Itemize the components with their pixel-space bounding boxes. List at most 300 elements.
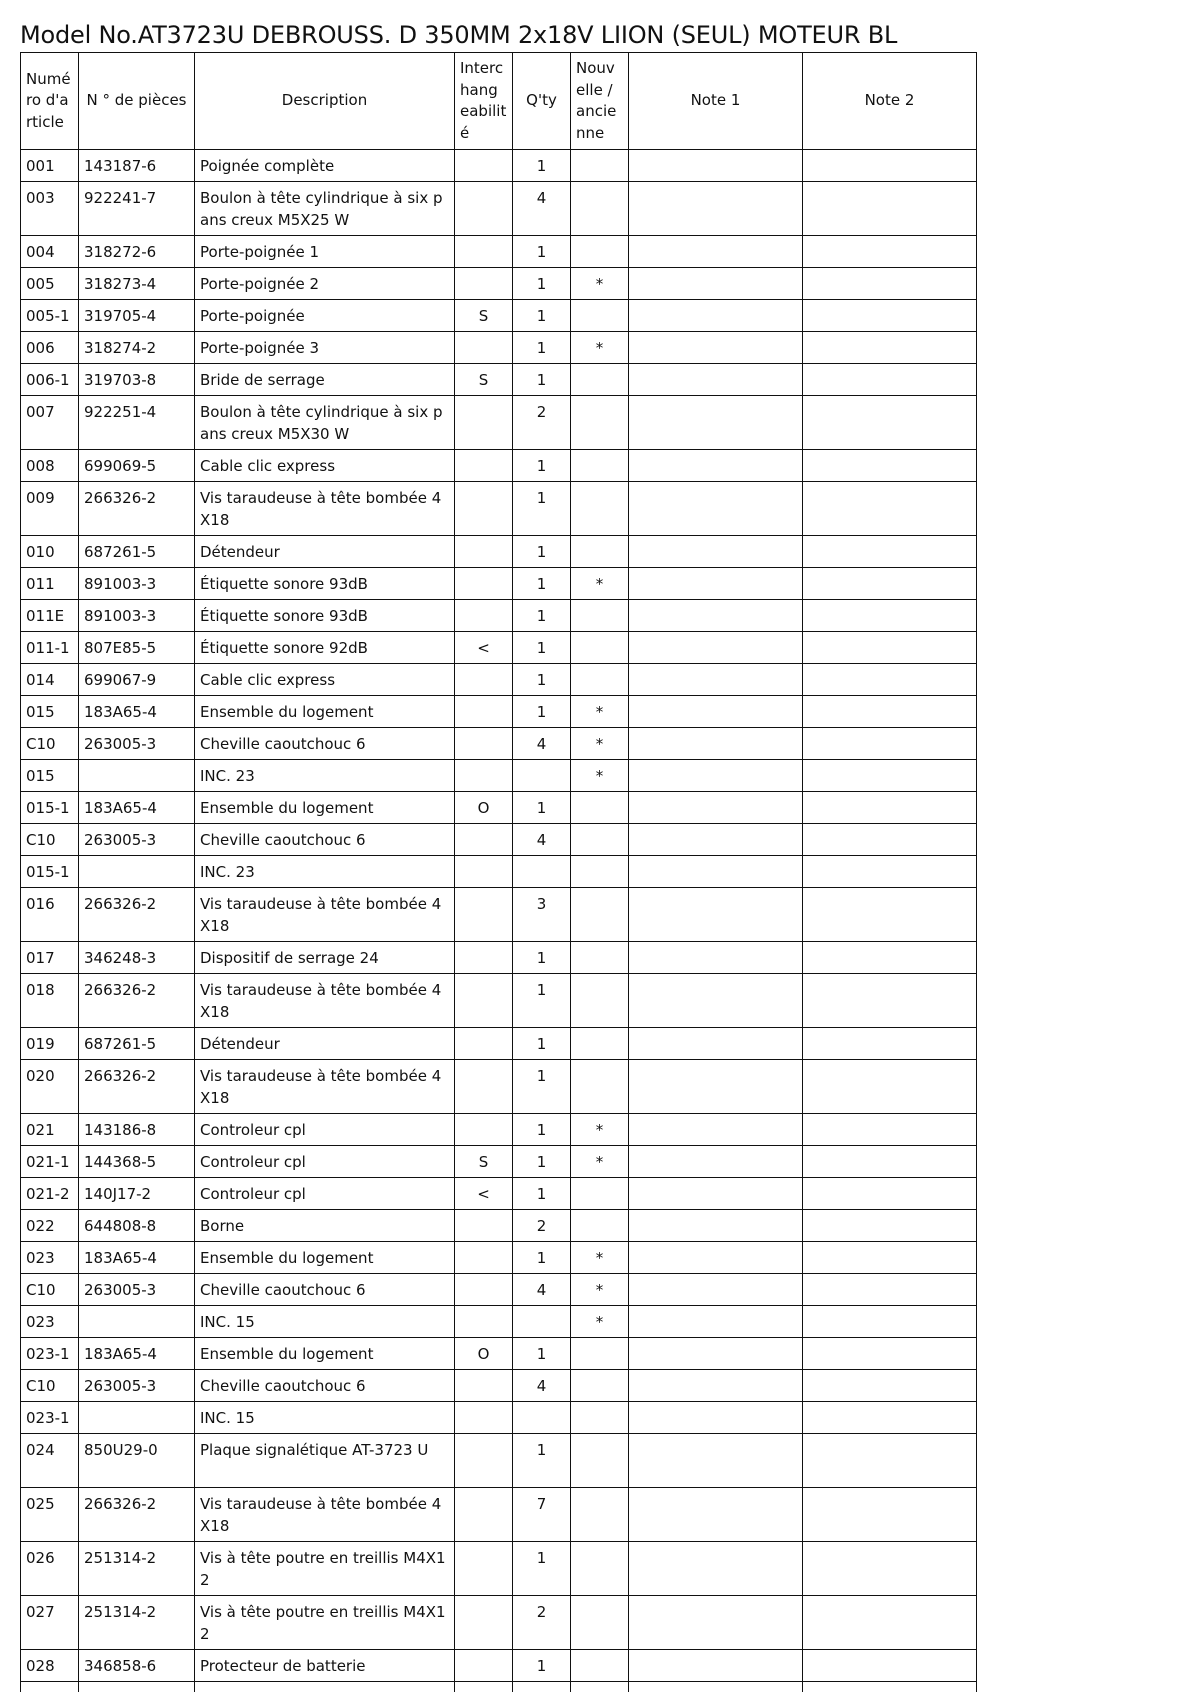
cell-note-2 bbox=[803, 1114, 977, 1146]
cell-note-1 bbox=[629, 1650, 803, 1682]
cell-description: Porte-poignée bbox=[195, 300, 455, 332]
cell-qty: 3 bbox=[513, 888, 571, 942]
cell-qty: 4 bbox=[513, 728, 571, 760]
cell-interchangeability bbox=[455, 824, 513, 856]
cell-item-no: 011E bbox=[21, 600, 79, 632]
cell-description: Détendeur bbox=[195, 536, 455, 568]
cell-description: Controleur cpl bbox=[195, 1178, 455, 1210]
cell-description: Vis taraudeuse à tête bombée 4X18 bbox=[195, 482, 455, 536]
cell-part-no: 318273-4 bbox=[79, 268, 195, 300]
cell-note-2 bbox=[803, 1028, 977, 1060]
table-row bbox=[21, 792, 977, 824]
cell-note-1 bbox=[629, 728, 803, 760]
table-row bbox=[21, 1650, 977, 1682]
cell-note-2 bbox=[803, 728, 977, 760]
cell-interchangeability bbox=[455, 974, 513, 1028]
cell-continued bbox=[803, 1682, 977, 1692]
cell-new-old bbox=[571, 664, 629, 696]
cell-item-no: 015-1 bbox=[21, 792, 79, 824]
cell-new-old bbox=[571, 1434, 629, 1488]
table-row bbox=[21, 236, 977, 268]
cell-qty: 1 bbox=[513, 664, 571, 696]
cell-note-1 bbox=[629, 300, 803, 332]
cell-new-old bbox=[571, 1402, 629, 1434]
header-part-no: N ° de pièces bbox=[79, 53, 195, 150]
cell-note-2 bbox=[803, 1650, 977, 1682]
cell-item-no: 010 bbox=[21, 536, 79, 568]
page-title: Model No.AT3723U DEBROUSS. D 350MM 2x18V LIION (SEUL) MOTEUR BL bbox=[20, 20, 897, 50]
cell-note-2 bbox=[803, 1488, 977, 1542]
cell-description: Ensemble du logement bbox=[195, 696, 455, 728]
table-row bbox=[21, 600, 977, 632]
cell-qty: 1 bbox=[513, 1434, 571, 1488]
cell-item-no: 021-2 bbox=[21, 1178, 79, 1210]
cell-part-no: 183A65-4 bbox=[79, 1242, 195, 1274]
table-row bbox=[21, 332, 977, 364]
table-row bbox=[21, 182, 977, 236]
cell-description: Vis à tête poutre en treillis M4X12 bbox=[195, 1596, 455, 1650]
cell-note-1 bbox=[629, 1274, 803, 1306]
cell-part-no bbox=[79, 1306, 195, 1338]
cell-note-1 bbox=[629, 396, 803, 450]
cell-interchangeability bbox=[455, 696, 513, 728]
cell-description: Boulon à tête cylindrique à six pans creux M5X25 W bbox=[195, 182, 455, 236]
cell-interchangeability bbox=[455, 1210, 513, 1242]
cell-qty: 1 bbox=[513, 568, 571, 600]
header-description: Description bbox=[195, 53, 455, 150]
cell-note-2 bbox=[803, 1210, 977, 1242]
cell-new-old: * bbox=[571, 728, 629, 760]
cell-item-no: C10 bbox=[21, 1274, 79, 1306]
table-row bbox=[21, 364, 977, 396]
header-note-1: Note 1 bbox=[629, 53, 803, 150]
table-row bbox=[21, 1146, 977, 1178]
cell-description: Cheville caoutchouc 6 bbox=[195, 728, 455, 760]
cell-description: Plaque signalétique AT-3723 U bbox=[195, 1434, 455, 1488]
cell-new-old bbox=[571, 450, 629, 482]
cell-new-old: * bbox=[571, 1242, 629, 1274]
cell-note-1 bbox=[629, 888, 803, 942]
cell-note-1 bbox=[629, 1596, 803, 1650]
cell-interchangeability: < bbox=[455, 632, 513, 664]
table-row-continued bbox=[21, 1682, 977, 1692]
cell-description: Borne bbox=[195, 1210, 455, 1242]
cell-continued bbox=[629, 1682, 803, 1692]
cell-note-1 bbox=[629, 1210, 803, 1242]
cell-note-1 bbox=[629, 1306, 803, 1338]
cell-new-old: * bbox=[571, 332, 629, 364]
cell-note-2 bbox=[803, 150, 977, 182]
cell-note-2 bbox=[803, 1146, 977, 1178]
cell-new-old bbox=[571, 792, 629, 824]
cell-item-no: 005-1 bbox=[21, 300, 79, 332]
cell-note-2 bbox=[803, 1402, 977, 1434]
cell-note-1 bbox=[629, 974, 803, 1028]
cell-interchangeability bbox=[455, 664, 513, 696]
table-row bbox=[21, 482, 977, 536]
table-row bbox=[21, 1434, 977, 1488]
cell-part-no: 319705-4 bbox=[79, 300, 195, 332]
cell-part-no: 263005-3 bbox=[79, 1370, 195, 1402]
cell-qty: 1 bbox=[513, 364, 571, 396]
cell-note-2 bbox=[803, 268, 977, 300]
cell-description: Étiquette sonore 93dB bbox=[195, 568, 455, 600]
cell-part-no bbox=[79, 760, 195, 792]
cell-part-no bbox=[79, 856, 195, 888]
cell-interchangeability bbox=[455, 536, 513, 568]
parts-table bbox=[20, 52, 977, 1692]
cell-part-no: 183A65-4 bbox=[79, 792, 195, 824]
cell-description: Ensemble du logement bbox=[195, 1338, 455, 1370]
cell-interchangeability bbox=[455, 332, 513, 364]
cell-part-no: 251314-2 bbox=[79, 1596, 195, 1650]
cell-new-old bbox=[571, 824, 629, 856]
cell-new-old bbox=[571, 974, 629, 1028]
table-row bbox=[21, 1114, 977, 1146]
cell-part-no: 266326-2 bbox=[79, 1488, 195, 1542]
cell-interchangeability bbox=[455, 1242, 513, 1274]
cell-description: Ensemble du logement bbox=[195, 792, 455, 824]
cell-part-no: 183A65-4 bbox=[79, 696, 195, 728]
cell-note-2 bbox=[803, 1434, 977, 1488]
cell-description: Ensemble du logement bbox=[195, 1242, 455, 1274]
cell-interchangeability bbox=[455, 1488, 513, 1542]
cell-item-no: 015 bbox=[21, 696, 79, 728]
cell-item-no: 028 bbox=[21, 1650, 79, 1682]
cell-note-1 bbox=[629, 856, 803, 888]
cell-note-2 bbox=[803, 182, 977, 236]
cell-note-2 bbox=[803, 1242, 977, 1274]
header-note-2: Note 2 bbox=[803, 53, 977, 150]
table-row bbox=[21, 1306, 977, 1338]
cell-qty bbox=[513, 1402, 571, 1434]
cell-item-no: 006-1 bbox=[21, 364, 79, 396]
table-body bbox=[21, 150, 977, 1692]
cell-new-old bbox=[571, 1178, 629, 1210]
cell-note-1 bbox=[629, 1370, 803, 1402]
cell-note-1 bbox=[629, 1402, 803, 1434]
cell-note-2 bbox=[803, 396, 977, 450]
table-row bbox=[21, 760, 977, 792]
cell-qty: 1 bbox=[513, 1028, 571, 1060]
cell-part-no: 183A65-4 bbox=[79, 1338, 195, 1370]
cell-description: Cheville caoutchouc 6 bbox=[195, 1274, 455, 1306]
cell-description: Porte-poignée 2 bbox=[195, 268, 455, 300]
table-header-row bbox=[21, 53, 977, 150]
cell-interchangeability bbox=[455, 1028, 513, 1060]
cell-item-no: 023 bbox=[21, 1242, 79, 1274]
cell-new-old: * bbox=[571, 268, 629, 300]
cell-note-2 bbox=[803, 450, 977, 482]
cell-item-no: C10 bbox=[21, 824, 79, 856]
cell-part-no: 318272-6 bbox=[79, 236, 195, 268]
cell-note-1 bbox=[629, 760, 803, 792]
cell-qty: 1 bbox=[513, 332, 571, 364]
cell-note-2 bbox=[803, 1370, 977, 1402]
table-row bbox=[21, 942, 977, 974]
table-row bbox=[21, 1242, 977, 1274]
cell-note-1 bbox=[629, 536, 803, 568]
cell-note-2 bbox=[803, 1306, 977, 1338]
table-row bbox=[21, 632, 977, 664]
cell-note-1 bbox=[629, 1488, 803, 1542]
cell-description: Porte-poignée 3 bbox=[195, 332, 455, 364]
cell-new-old: * bbox=[571, 1146, 629, 1178]
table-row bbox=[21, 568, 977, 600]
cell-interchangeability: S bbox=[455, 300, 513, 332]
cell-new-old: * bbox=[571, 1274, 629, 1306]
cell-qty: 1 bbox=[513, 482, 571, 536]
table-row bbox=[21, 1370, 977, 1402]
cell-interchangeability: < bbox=[455, 1178, 513, 1210]
table-row bbox=[21, 1338, 977, 1370]
table-row bbox=[21, 824, 977, 856]
cell-new-old bbox=[571, 1338, 629, 1370]
cell-continued bbox=[571, 1682, 629, 1692]
cell-interchangeability bbox=[455, 236, 513, 268]
cell-qty: 1 bbox=[513, 1338, 571, 1370]
cell-new-old bbox=[571, 1370, 629, 1402]
table-row bbox=[21, 1274, 977, 1306]
cell-interchangeability bbox=[455, 1650, 513, 1682]
cell-note-2 bbox=[803, 1178, 977, 1210]
cell-qty: 4 bbox=[513, 1274, 571, 1306]
cell-item-no: 008 bbox=[21, 450, 79, 482]
cell-note-2 bbox=[803, 482, 977, 536]
cell-description: Cable clic express bbox=[195, 664, 455, 696]
cell-note-2 bbox=[803, 942, 977, 974]
cell-new-old bbox=[571, 300, 629, 332]
cell-part-no: 266326-2 bbox=[79, 974, 195, 1028]
cell-qty: 1 bbox=[513, 696, 571, 728]
cell-note-2 bbox=[803, 664, 977, 696]
cell-qty: 1 bbox=[513, 600, 571, 632]
cell-new-old bbox=[571, 536, 629, 568]
cell-interchangeability bbox=[455, 888, 513, 942]
cell-note-2 bbox=[803, 568, 977, 600]
cell-new-old bbox=[571, 888, 629, 942]
cell-continued bbox=[21, 1682, 79, 1692]
cell-note-1 bbox=[629, 236, 803, 268]
cell-note-1 bbox=[629, 450, 803, 482]
cell-qty bbox=[513, 760, 571, 792]
cell-new-old bbox=[571, 1596, 629, 1650]
table-row bbox=[21, 888, 977, 942]
cell-note-1 bbox=[629, 792, 803, 824]
cell-note-1 bbox=[629, 600, 803, 632]
cell-note-2 bbox=[803, 888, 977, 942]
cell-item-no: 019 bbox=[21, 1028, 79, 1060]
cell-note-1 bbox=[629, 824, 803, 856]
cell-item-no: 007 bbox=[21, 396, 79, 450]
cell-note-1 bbox=[629, 664, 803, 696]
cell-qty: 1 bbox=[513, 942, 571, 974]
cell-item-no: 021 bbox=[21, 1114, 79, 1146]
cell-item-no: 009 bbox=[21, 482, 79, 536]
cell-description: Étiquette sonore 93dB bbox=[195, 600, 455, 632]
cell-new-old bbox=[571, 1542, 629, 1596]
cell-note-1 bbox=[629, 1060, 803, 1114]
cell-interchangeability bbox=[455, 396, 513, 450]
cell-qty: 4 bbox=[513, 1370, 571, 1402]
table-row bbox=[21, 536, 977, 568]
cell-note-1 bbox=[629, 364, 803, 396]
cell-new-old bbox=[571, 1210, 629, 1242]
cell-note-2 bbox=[803, 696, 977, 728]
cell-interchangeability bbox=[455, 1114, 513, 1146]
cell-note-1 bbox=[629, 1178, 803, 1210]
cell-interchangeability bbox=[455, 1370, 513, 1402]
cell-qty: 1 bbox=[513, 1650, 571, 1682]
cell-note-1 bbox=[629, 150, 803, 182]
cell-item-no: 016 bbox=[21, 888, 79, 942]
cell-qty: 1 bbox=[513, 792, 571, 824]
cell-note-2 bbox=[803, 300, 977, 332]
cell-part-no bbox=[79, 1402, 195, 1434]
cell-description: INC. 15 bbox=[195, 1402, 455, 1434]
cell-note-2 bbox=[803, 1338, 977, 1370]
cell-item-no: 015-1 bbox=[21, 856, 79, 888]
cell-note-1 bbox=[629, 182, 803, 236]
cell-item-no: 011 bbox=[21, 568, 79, 600]
cell-qty: 1 bbox=[513, 150, 571, 182]
cell-item-no: 026 bbox=[21, 1542, 79, 1596]
cell-description: Controleur cpl bbox=[195, 1114, 455, 1146]
cell-note-1 bbox=[629, 332, 803, 364]
cell-description: Vis taraudeuse à tête bombée 4X18 bbox=[195, 974, 455, 1028]
cell-part-no: 346858-6 bbox=[79, 1650, 195, 1682]
cell-description: INC. 23 bbox=[195, 760, 455, 792]
cell-new-old bbox=[571, 1488, 629, 1542]
cell-note-1 bbox=[629, 268, 803, 300]
table-row bbox=[21, 300, 977, 332]
cell-interchangeability bbox=[455, 760, 513, 792]
table-row bbox=[21, 1178, 977, 1210]
cell-part-no: 922251-4 bbox=[79, 396, 195, 450]
cell-qty: 1 bbox=[513, 1114, 571, 1146]
cell-new-old bbox=[571, 396, 629, 450]
cell-part-no: 143187-6 bbox=[79, 150, 195, 182]
cell-new-old bbox=[571, 236, 629, 268]
cell-description: Protecteur de batterie bbox=[195, 1650, 455, 1682]
cell-new-old bbox=[571, 182, 629, 236]
cell-interchangeability bbox=[455, 856, 513, 888]
cell-qty: 1 bbox=[513, 236, 571, 268]
cell-description: INC. 15 bbox=[195, 1306, 455, 1338]
table-row bbox=[21, 1060, 977, 1114]
table-row bbox=[21, 728, 977, 760]
cell-interchangeability: S bbox=[455, 1146, 513, 1178]
cell-note-2 bbox=[803, 1060, 977, 1114]
cell-part-no: 263005-3 bbox=[79, 728, 195, 760]
cell-item-no: 022 bbox=[21, 1210, 79, 1242]
table-row bbox=[21, 696, 977, 728]
cell-continued bbox=[455, 1682, 513, 1692]
cell-new-old bbox=[571, 364, 629, 396]
header-new-old: Nouv elle / ancie nne bbox=[571, 53, 629, 150]
cell-note-1 bbox=[629, 1114, 803, 1146]
cell-qty: 1 bbox=[513, 536, 571, 568]
cell-new-old bbox=[571, 1650, 629, 1682]
cell-item-no: 023 bbox=[21, 1306, 79, 1338]
cell-item-no: 001 bbox=[21, 150, 79, 182]
cell-interchangeability bbox=[455, 268, 513, 300]
cell-part-no: 687261-5 bbox=[79, 1028, 195, 1060]
cell-item-no: 003 bbox=[21, 182, 79, 236]
cell-interchangeability bbox=[455, 182, 513, 236]
cell-item-no: 025 bbox=[21, 1488, 79, 1542]
cell-item-no: C10 bbox=[21, 728, 79, 760]
cell-part-no: 251314-2 bbox=[79, 1542, 195, 1596]
cell-qty: 2 bbox=[513, 1596, 571, 1650]
cell-part-no: 699067-9 bbox=[79, 664, 195, 696]
table-row bbox=[21, 268, 977, 300]
cell-qty: 1 bbox=[513, 268, 571, 300]
cell-interchangeability bbox=[455, 1060, 513, 1114]
cell-part-no: 891003-3 bbox=[79, 600, 195, 632]
cell-new-old bbox=[571, 600, 629, 632]
cell-interchangeability bbox=[455, 600, 513, 632]
table-row bbox=[21, 1402, 977, 1434]
cell-description: Vis taraudeuse à tête bombée 4X18 bbox=[195, 888, 455, 942]
cell-qty: 1 bbox=[513, 1242, 571, 1274]
cell-interchangeability bbox=[455, 1274, 513, 1306]
cell-qty: 1 bbox=[513, 974, 571, 1028]
cell-description: Porte-poignée 1 bbox=[195, 236, 455, 268]
cell-description: Vis taraudeuse à tête bombée 4X18 bbox=[195, 1488, 455, 1542]
cell-description: Cheville caoutchouc 6 bbox=[195, 824, 455, 856]
cell-part-no: 318274-2 bbox=[79, 332, 195, 364]
cell-part-no: 140J17-2 bbox=[79, 1178, 195, 1210]
cell-note-2 bbox=[803, 1274, 977, 1306]
cell-continued bbox=[195, 1682, 455, 1692]
cell-item-no: 015 bbox=[21, 760, 79, 792]
cell-new-old: * bbox=[571, 760, 629, 792]
cell-new-old: * bbox=[571, 696, 629, 728]
cell-note-2 bbox=[803, 1542, 977, 1596]
cell-note-2 bbox=[803, 332, 977, 364]
cell-item-no: 021-1 bbox=[21, 1146, 79, 1178]
cell-new-old bbox=[571, 856, 629, 888]
cell-note-2 bbox=[803, 364, 977, 396]
cell-item-no: 024 bbox=[21, 1434, 79, 1488]
cell-note-2 bbox=[803, 824, 977, 856]
cell-note-1 bbox=[629, 942, 803, 974]
cell-item-no: 017 bbox=[21, 942, 79, 974]
cell-note-2 bbox=[803, 792, 977, 824]
cell-part-no: 143186-8 bbox=[79, 1114, 195, 1146]
cell-note-2 bbox=[803, 974, 977, 1028]
cell-part-no: 266326-2 bbox=[79, 888, 195, 942]
cell-note-2 bbox=[803, 856, 977, 888]
cell-part-no: 263005-3 bbox=[79, 824, 195, 856]
cell-note-1 bbox=[629, 1242, 803, 1274]
cell-part-no: 850U29-0 bbox=[79, 1434, 195, 1488]
cell-interchangeability bbox=[455, 568, 513, 600]
cell-interchangeability bbox=[455, 728, 513, 760]
cell-qty: 1 bbox=[513, 632, 571, 664]
cell-new-old bbox=[571, 942, 629, 974]
cell-part-no: 807E85-5 bbox=[79, 632, 195, 664]
cell-part-no: 699069-5 bbox=[79, 450, 195, 482]
cell-description: Poignée complète bbox=[195, 150, 455, 182]
cell-description: Bride de serrage bbox=[195, 364, 455, 396]
table-row bbox=[21, 1488, 977, 1542]
cell-item-no: 011-1 bbox=[21, 632, 79, 664]
cell-part-no: 319703-8 bbox=[79, 364, 195, 396]
cell-interchangeability bbox=[455, 942, 513, 974]
cell-interchangeability bbox=[455, 1306, 513, 1338]
